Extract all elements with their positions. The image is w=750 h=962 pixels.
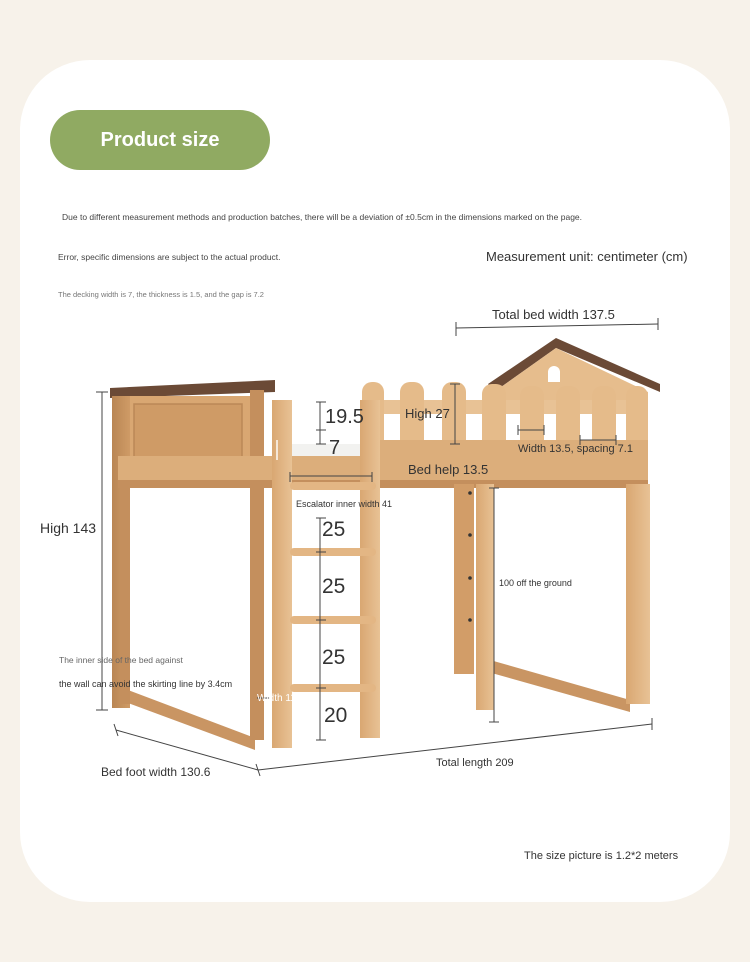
label-total-bed-width: Total bed width 137.5 <box>492 307 615 322</box>
label-width-11: Width 11 <box>257 693 296 704</box>
label-off-ground: 100 off the ground <box>499 578 572 588</box>
note-deviation: Due to different measurement methods and production batches, there will be a deviation of ±0.5cm in the dimensions marked on the page. <box>62 212 583 222</box>
label-guard-top: 19.5 <box>325 406 364 428</box>
floor-rail-right <box>488 660 630 712</box>
label-inner-side-1: The inner side of the bed against <box>59 655 183 665</box>
label-total-length: Total length 209 <box>436 757 514 769</box>
measurement-unit: Measurement unit: centimeter (cm) <box>486 249 688 264</box>
left-back-leg <box>120 484 130 704</box>
label-guard-mid: 7 <box>329 437 341 459</box>
label-step-1: 25 <box>322 518 346 541</box>
label-bed-foot-width: Bed foot width 130.6 <box>101 765 211 779</box>
page-title: Product size <box>100 128 220 151</box>
label-inner-side-2: the wall can avoid the skirting line by 3.4cm <box>59 679 233 689</box>
side-rail-shadow <box>118 480 648 488</box>
right-inner-post <box>476 484 494 710</box>
label-step-2: 25 <box>322 575 346 598</box>
label-high-27: High 27 <box>405 406 450 421</box>
label-step-4: 20 <box>324 704 348 727</box>
right-front-post <box>626 484 650 704</box>
label-escalator-width: Escalator inner width 41 <box>296 499 393 509</box>
label-size-picture: The size picture is 1.2*2 meters <box>524 850 679 862</box>
mattress-edge <box>282 444 367 456</box>
label-high-143: High 143 <box>40 520 97 536</box>
left-mid-post <box>250 390 264 740</box>
label-step-3: 25 <box>322 646 346 669</box>
label-bed-help: Bed help 13.5 <box>408 462 489 477</box>
floor-rail-left <box>120 690 255 750</box>
label-width-spacing: Width 13.5, spacing 7.1 <box>518 443 633 455</box>
note-decking: The decking width is 7, the thickness is 1.5, and the gap is 7.2 <box>58 290 264 299</box>
note-error: Error, specific dimensions are subject to the actual product. <box>58 252 281 262</box>
gable-window <box>548 366 560 382</box>
